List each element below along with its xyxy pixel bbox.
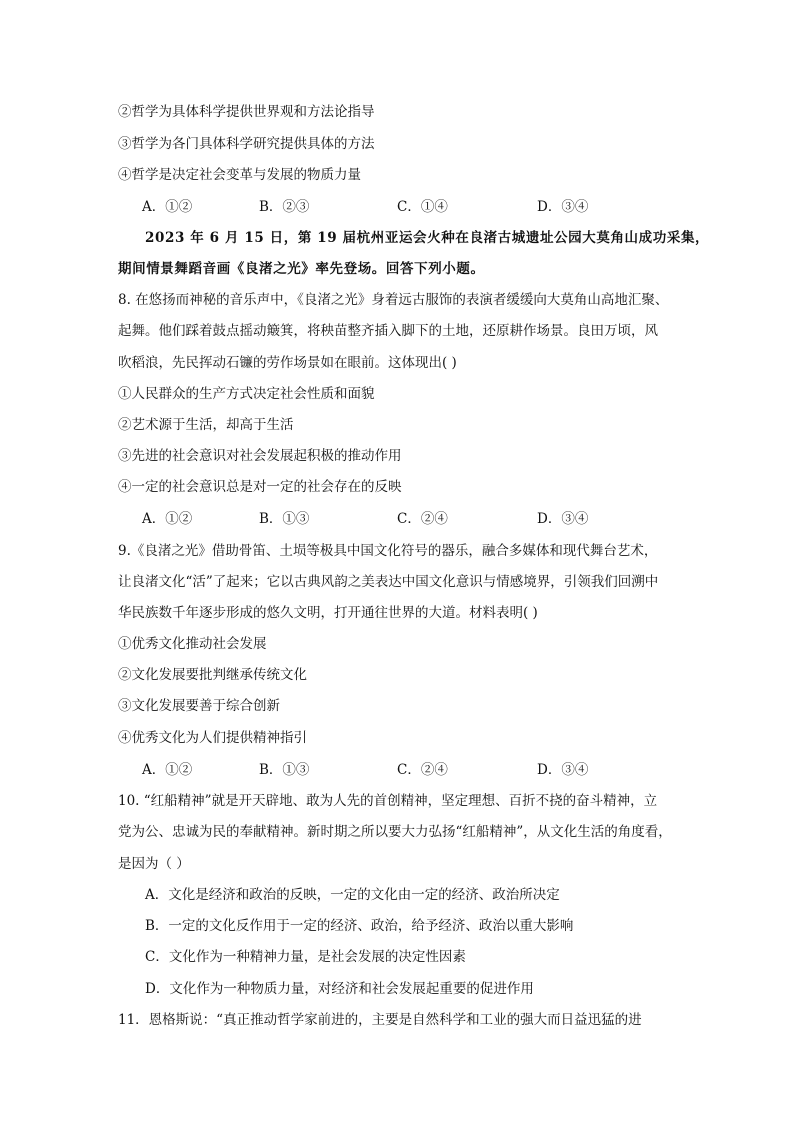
choice-c[interactable]: C．②④ xyxy=(397,511,448,527)
question-10-stem: 是因为（ ） xyxy=(118,856,190,872)
question-8-stem: 吹稻浪，先民挥动石镰的劳作场景如在眼前。这体现出( ) xyxy=(118,355,457,371)
statement: ④哲学是决定社会变革与发展的物质力量 xyxy=(118,167,361,183)
question-10-stem: 10. “红船精神”就是开天辟地、敢为人先的首创精神，坚定理想、百折不挠的奋斗精神，立 xyxy=(118,793,658,809)
material-intro: 期间情景舞蹈音画《良渚之光》率先登场。回答下列小题。 xyxy=(118,261,485,277)
option-b[interactable]: B．一定的文化反作用于一定的经济、政治，给予经济、政治以重大影响 xyxy=(145,918,574,934)
question-8-stem: 起舞。他们踩着鼓点摇动簸箕，将秧苗整齐插入脚下的土地，还原耕作场景。良田万顷，风 xyxy=(118,323,658,339)
choice-d[interactable]: D．③④ xyxy=(537,762,589,778)
statement: ③先进的社会意识对社会发展起积极的推动作用 xyxy=(118,448,402,464)
statement: ④一定的社会意识总是对一定的社会存在的反映 xyxy=(118,479,402,495)
question-9-stem: 9.《良渚之光》借助骨笛、土埙等极具中国文化符号的器乐，融合多媒体和现代舞台艺术， xyxy=(118,543,658,559)
choice-d[interactable]: D．③④ xyxy=(537,511,589,527)
question-10-stem: 党为公、忠诚为民的奉献精神。新时期之所以要大力弘扬“红船精神”，从文化生活的角度看， xyxy=(118,824,672,840)
material-intro: 2023 年 6 月 15 日，第 19 届杭州亚运会火种在良渚古城遗址公园大莫角山成功采集， xyxy=(145,230,710,246)
statement: ④优秀文化为人们提供精神指引 xyxy=(118,730,307,746)
question-11-stem: 11．恩格斯说：“真正推动哲学家前进的，主要是自然科学和工业的强大而日益迅猛的进 xyxy=(118,1012,642,1028)
statement: ②哲学为具体科学提供世界观和方法论指导 xyxy=(118,104,375,120)
choice-b[interactable]: B．①③ xyxy=(259,511,310,527)
choice-b[interactable]: B．②③ xyxy=(259,199,310,215)
statement: ①优秀文化推动社会发展 xyxy=(118,636,267,652)
choice-a[interactable]: A．①② xyxy=(142,199,193,215)
statement: ③文化发展要善于综合创新 xyxy=(118,698,280,714)
statement: ③哲学为各门具体科学研究提供具体的方法 xyxy=(118,136,375,152)
choice-c[interactable]: C．①④ xyxy=(397,199,448,215)
statement: ②文化发展要批判继承传统文化 xyxy=(118,667,307,683)
option-d[interactable]: D．文化作为一种物质力量，对经济和社会发展起重要的促进作用 xyxy=(145,981,534,997)
choice-b[interactable]: B．①③ xyxy=(259,762,310,778)
question-8-stem: 8. 在悠扬而神秘的音乐声中，《良渚之光》身着远古服饰的表演者缓缓向大莫角山高地汇聚、 xyxy=(118,292,669,308)
option-a[interactable]: A．文化是经济和政治的反映，一定的文化由一定的经济、政治所决定 xyxy=(145,887,560,903)
choice-a[interactable]: A．①② xyxy=(142,762,193,778)
option-c[interactable]: C．文化作为一种精神力量，是社会发展的决定性因素 xyxy=(145,949,466,965)
question-9-stem: 华民族数千年逐步形成的悠久文明，打开通往世界的大道。材料表明( ) xyxy=(118,605,538,621)
choice-d[interactable]: D．③④ xyxy=(537,199,589,215)
choice-a[interactable]: A．①② xyxy=(142,511,193,527)
statement: ②艺术源于生活，却高于生活 xyxy=(118,417,294,433)
choice-c[interactable]: C．②④ xyxy=(397,762,448,778)
question-9-stem: 让良渚文化“活”了起来；它以古典风韵之美表达中国文化意识与情感境界，引领我们回溯中 xyxy=(118,574,659,590)
statement: ①人民群众的生产方式决定社会性质和面貌 xyxy=(118,386,375,402)
